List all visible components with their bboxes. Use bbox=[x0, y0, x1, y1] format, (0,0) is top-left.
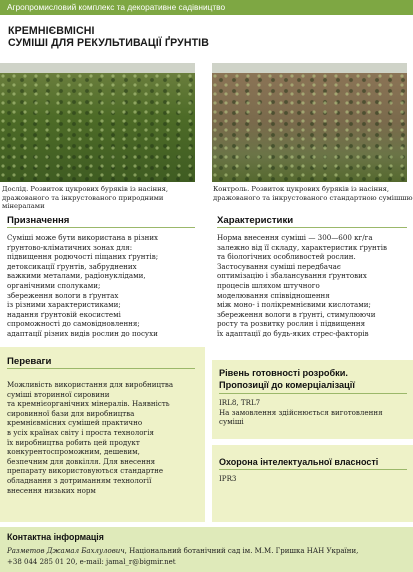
contact-line-2: +38 044 285 01 20, e-mail: jamal_r@bigmir.net bbox=[7, 558, 176, 566]
title-line-2: СУМІШІ ДЛЯ РЕКУЛЬТИВАЦІЇ ҐРУНТІВ bbox=[8, 37, 209, 49]
contact-footer bbox=[0, 527, 413, 572]
readiness-divider bbox=[219, 393, 407, 394]
page-title bbox=[8, 25, 308, 49]
control-photo-caption: Контроль. Розвиток цукрових буряків із насіння, дражованого та інкрустованого стандартною сумішшю bbox=[213, 185, 413, 202]
characteristics-heading: Характеристики bbox=[217, 215, 294, 226]
characteristics-divider bbox=[217, 227, 407, 228]
contact-name: Разметов Джамал Бахлулович bbox=[7, 547, 125, 555]
ip-heading: Охорона інтелектуальної власності bbox=[219, 457, 379, 467]
readiness-text: IRL8, TRL7 На замовлення здійснюється виготовлення суміші bbox=[219, 398, 383, 427]
contact-line-1 bbox=[7, 547, 358, 555]
ip-divider bbox=[219, 469, 407, 470]
control-photo bbox=[212, 63, 407, 182]
advantages-text: Можливість використання для виробництва суміші вторинної сировини та кремнієорганічних мінералів. Наявність сировинної бази для виробництва кремнієвмісних сумішей практично в усіх країнах світу і проста технологія їх виробництва робить цей продукт конкурентоспроможним, дешевим, безпечним для довкілля. Для внесення препарату використовуються стандартне обладнання з дотриманням технології внесення низьких норм bbox=[7, 380, 174, 495]
header-bar bbox=[0, 0, 413, 15]
contact-org: , Національний ботанічний сад ім. М.М. Гришка НАН України, bbox=[124, 547, 359, 555]
advantages-heading: Переваги bbox=[7, 356, 52, 367]
purpose-heading: Призначення bbox=[7, 215, 70, 226]
purpose-text: Суміші може бути використана в різних ґрунтово-кліматичних зонах для: підвищення родючості піщаних ґрунтів; детоксикації ґрунтів, забруднених важкими металами, радіонуклідами, органічними сполуками; збереження вологи в ґрунтах із різними характеристиками; надання ґрунтовій екосистемі спроможності до самовідновлення; адаптації різних видів рослин до посухи bbox=[7, 233, 159, 338]
experiment-photo bbox=[0, 63, 195, 182]
experiment-photo-caption: Дослід. Розвиток цукрових буряків із насіння, дражованого та інкрустованого природними мінералами bbox=[2, 185, 169, 210]
title-line-1: КРЕМНІЄВМІСНІ bbox=[8, 25, 95, 37]
header-text: Агропромисловий комплекс та декоративне садівництво bbox=[7, 2, 226, 12]
ip-value: IPR3 bbox=[219, 474, 237, 483]
readiness-heading: Рівень готовності розробки. Пропозиції до комерціалізації bbox=[219, 368, 355, 390]
advantages-divider bbox=[7, 368, 195, 369]
purpose-divider bbox=[7, 227, 195, 228]
contact-heading: Контактна інформація bbox=[7, 532, 104, 542]
characteristics-text: Норма внесення суміші — 300—600 кг/га залежно від її складу, характеристик ґрунтів та біологічних особливостей рослин. Застосування суміші передбачає оптимізацію і збалансування ґрунтових процесів шляхом штучного моделювання співвідношення між моно- і полікремнієвими кислотами; збереження вологи в ґрунті, стимулюючи росту та розвитку рослин і підвищення їх адаптації до будь-яких стрес-факторів bbox=[217, 233, 387, 338]
